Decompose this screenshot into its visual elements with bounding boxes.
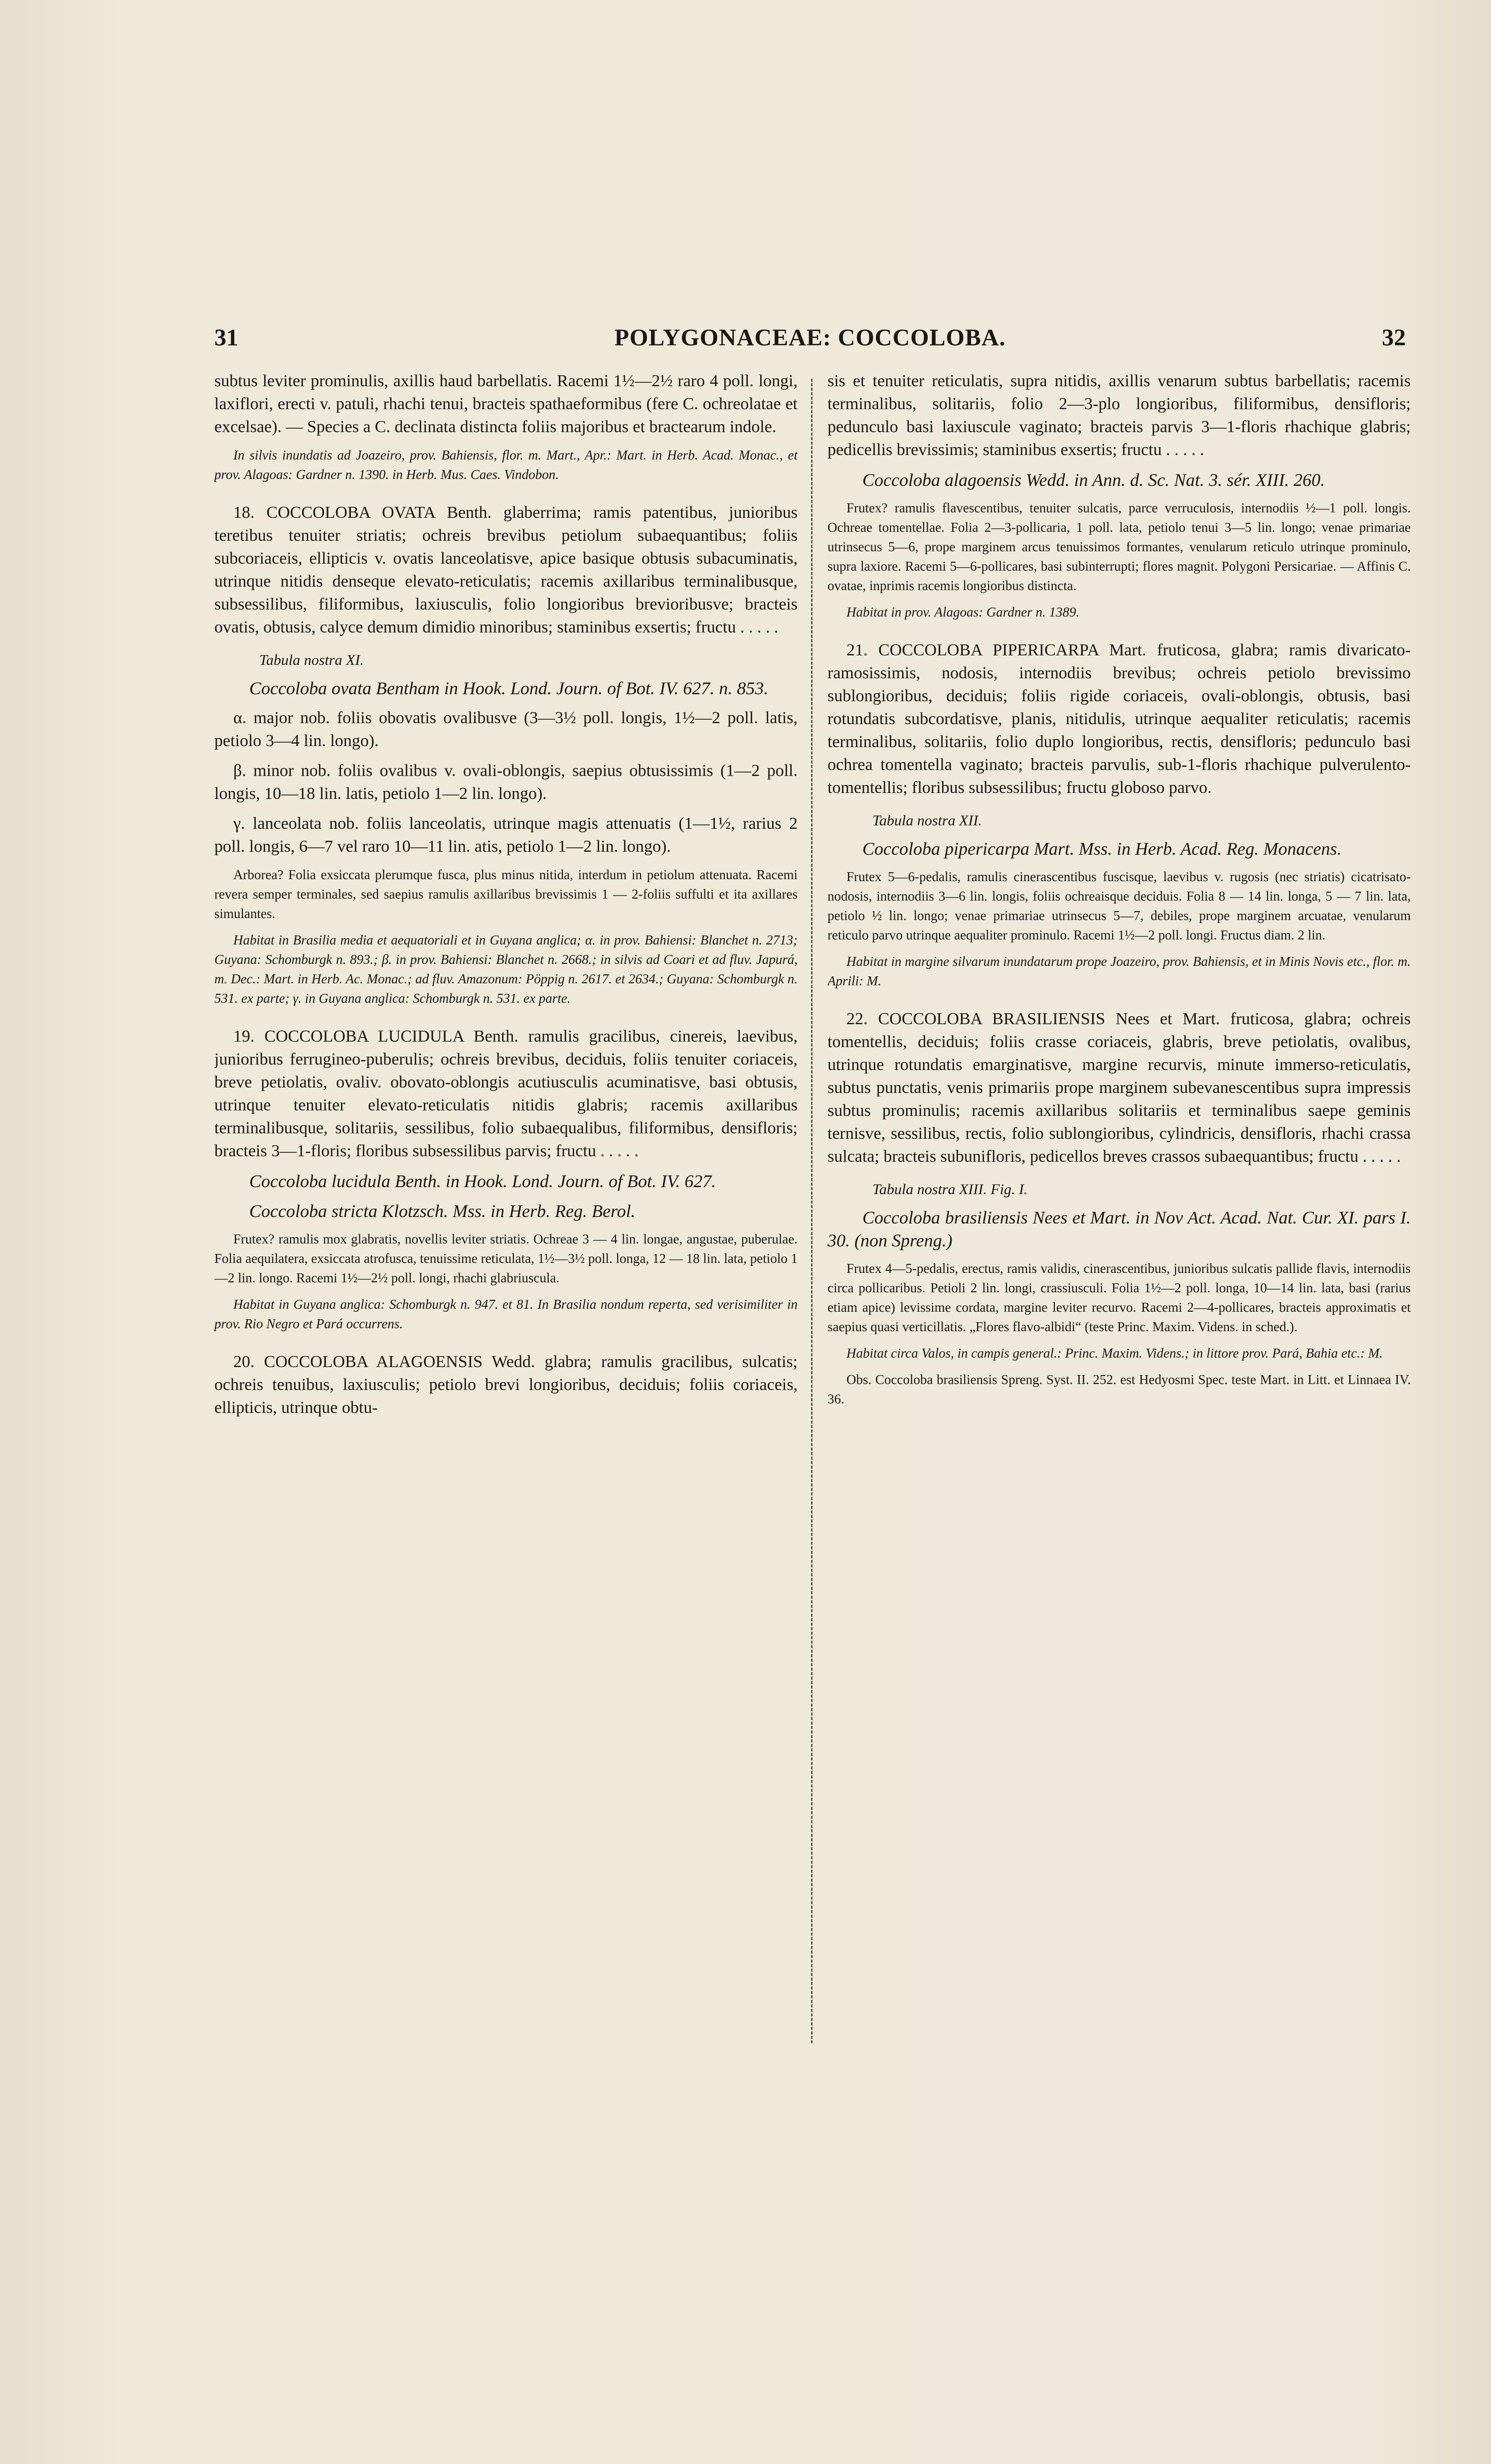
plate-reference-18: Tabula nostra XI.: [259, 652, 364, 668]
observation-22: Obs. Coccoloba brasiliensis Spreng. Syst. II. 252. est Hedyosmi Spec. teste Mart. in Litt. et Linnaea IV. 36.: [828, 1372, 1411, 1406]
habitat-21: Habitat in margine silvarum inundatarum prope Joazeiro, prov. Bahiensis, et in Minis Novis etc., flor. m. Aprili: M.: [828, 954, 1411, 988]
running-title: POLYGONACEAE: COCCOLOBA.: [614, 324, 1006, 351]
habitat-19: Habitat in Guyana anglica: Schomburgk n. 947. et 81. In Brasilia nondum reperta, sed verisimiliter in prov. Rio Negro et Pará occurrens.: [214, 1297, 798, 1331]
plate-reference-22: Tabula nostra XIII. Fig. I.: [872, 1181, 1028, 1198]
citation-21: Coccoloba pipericarpa Mart. Mss. in Herb. Acad. Reg. Monacens.: [862, 839, 1342, 859]
column-divider: [811, 379, 813, 2043]
description-22: Frutex 4—5-pedalis, erectus, ramis validis, cinerascentibus, junioribus sulcatis pallide flavis, internodiis circa pollicaribus. Petioli 2 lin. longi, crassiusculi. Folia 1½—2 poll. longa, 10—14 lin. lata, basi (rarius etiam apice) levissime cordata, margine leviter recurvo. Racemi 2—4-pollicares, bracteis approximatis et saepius quasi verticillatis. „Flores flavo-albidi“ (teste Princ. Maxim. Videns. in sched.).: [828, 1261, 1411, 1334]
species-22-diagnosis: 22. COCCOLOBA BRASILIENSIS Nees et Mart. fruticosa, glabra; ochreis tomentellis, deciduis; foliis crasse coriaceis, glabris, breve petiolatis, ovalibus, utrinque rotundatis emarginatisve, margine recurvis, minute immerso-reticulatis, subtus punctatis, venis primariis prope marginem subevanescentibus supra impressis subtus prominulis; racemis axillaribus solitariis et terminalibus saepe geminis ternisve, sessilibus, rectis, folio sublongioribus, cylindricis, densifloris, rhachi crassa sulcata; bracteis subunifloris, pedicellos breves crassos subaequantibus; fructu . . . . .: [828, 1010, 1411, 1166]
description-20: Frutex? ramulis flavescentibus, tenuiter sulcatis, parce verruculosis, internodiis ½—1 poll. longis. Ochreae tomentellae. Folia 2—3-pollicaria, 1 poll. lata, petiolo tenui 3—5 lin. longo; venae primariae utrinsecus 5—6, prope marginem arcus tenuissimos formantes, venularum reticulo utrinque prominulo, supra laxiore. Racemi 5—6-pollicares, basi subinterrupti; flores magnit. Polygoni Persicariae. — Affinis C. ovatae, inprimis racemis longioribus distincta.: [828, 500, 1411, 593]
description-19: Frutex? ramulis mox glabratis, novellis leviter striatis. Ochreae 3 — 4 lin. longae, angustae, puberulae. Folia aequilatera, exsiccata atrofusca, tenuissime reticulata, 1½—3½ poll. longa, 12 — 18 lin. lata, petiolo 1—2 lin. longo. Racemi 1½—2½ poll. longi, rhachi glabriuscula.: [214, 1232, 798, 1285]
description-21: Frutex 5—6-pedalis, ramulis cinerascentibus fuscisque, laevibus v. rugosis (nec striatis) cicatrisato-nodosis, internodiis 3—6 lin. longis, foliis ochreaisque deciduis. Folia 8 — 14 lin. longa, 5 — 7 lin. lata, petiolo ½ lin. longo; venae primariae utrinsecus 5—7, debiles, prope marginem arcuatae, venularum reticulo parvo utrinque aequaliter prominulo. Racemi 1½—2 poll. longi. Fructus diam. 2 lin.: [828, 869, 1411, 942]
page-number-left: 31: [214, 324, 238, 351]
species-20-continued: sis et tenuiter reticulatis, supra nitidis, axillis venarum subtus barbellatis; racemis terminalibus, solitariis, folio 2—3-plo longioribus, filiformibus, densifloris; pedunculo basi laxiuscule vaginato; bracteis parvis 3—1-floris rhachique glabris; pedicellis brevissimis; staminibus exsertis; fructu . . . . .: [828, 372, 1411, 459]
page-number-right: 32: [1382, 324, 1406, 351]
species-20-diagnosis: 20. COCCOLOBA ALAGOENSIS Wedd. glabra; ramulis gracilibus, sulcatis; ochreis tenuibus, laxiusculis; petiolo brevi longioribus, deciduis; foliis coriaceis, ellipticis, utrinque obtu-: [214, 1353, 798, 1417]
citation-22: Coccoloba brasiliensis Nees et Mart. in Nov Act. Acad. Nat. Cur. XI. pars I. 30. (non Spreng.): [828, 1208, 1411, 1250]
species-19-diagnosis: 19. COCCOLOBA LUCIDULA Benth. ramulis gracilibus, cinereis, laevibus, junioribus ferrugineo-puberulis; ochreis brevibus, deciduis, foliis tenuiter coriaceis, breve petiolatis, ovaliv. obovato-oblongis acutiusculis acuminatisve, basi obtusis, utrinque tenuiter elevato-reticulatis nitidis glabris; racemis axillaribus terminalibusque, solitariis, sessilibus, folio subaequalibus, filiformibus, densifloris; bracteis 3—1-floris; floribus subsessilibus parvis; fructu . . . . .: [214, 1027, 798, 1160]
species-18-diagnosis: 18. COCCOLOBA OVATA Benth. glaberrima; ramis patentibus, junioribus teretibus tenuiter striatis; ochreis brevibus petiolum subaequantibus; foliis subcoriaceis, ellipticis v. ovatis lanceolatisve, apice basique obtusis subacuminatis, utrinque nitidis denseque elevato-reticulatis; racemis axillaribus terminalibusque, subsessilibus, filiformibus, laxiusculis, folio longioribus brevioribusve; bracteis ovatis, obtusis, calyce demum dimidio minoribus; staminibus exsertis; fructu . . . . .: [214, 503, 798, 636]
citation-19a: Coccoloba lucidula Benth. in Hook. Lond. Journ. of Bot. IV. 627.: [249, 1171, 716, 1191]
variety-gamma: γ. lanceolata nob. foliis lanceolatis, utrinque magis attenuatis (1—1½, rarius 2 poll. longis, 6—7 vel raro 10—11 lin. atis, petiolo 1—2 lin. longo).: [214, 814, 798, 856]
habitat-17: In silvis inundatis ad Joazeiro, prov. Bahiensis, flor. m. Mart., Apr.: Mart. in Herb. Acad. Monac., et prov. Alagoas: Gardner n. 1390. in Herb. Mus. Caes. Vindobon.: [214, 448, 798, 482]
running-header: [214, 324, 1406, 354]
variety-beta: β. minor nob. foliis ovalibus v. ovali-oblongis, saepius obtusissimis (1—2 poll. longis, 10—18 lin. latis, petiolo 1—2 lin. longo).: [214, 762, 798, 803]
description-18: Arborea? Folia exsiccata plerumque fusca, plus minus nitida, interdum in petiolum attenuata. Racemi revera semper terminales, sed saepius ramulis axillaribus brevissimis 1 — 2-foliis suffulti et ita axillares simulantes.: [214, 867, 798, 921]
continued-description: subtus leviter prominulis, axillis haud barbellatis. Racemi 1½—2½ raro 4 poll. longi, laxiflori, erecti v. patuli, rhachi tenui, bracteis spathaeformibus (fere C. ochreolatae et excelsae). — Species a C. declinata distincta foliis majoribus et bractearum indole.: [214, 372, 798, 436]
citation-19b: Coccoloba stricta Klotzsch. Mss. in Herb. Reg. Berol.: [249, 1201, 636, 1221]
left-column: [214, 370, 798, 2428]
species-21-diagnosis: 21. COCCOLOBA PIPERICARPA Mart. fruticosa, glabra; ramis divaricato-ramosissimis, nodosis, internodiis brevibus; ochreis petiolo brevissimo sublongioribus, deciduis; foliis rigide coriaceis, ovali-oblongis, obtusis, basi rotundatis subcordatisve, planis, nitidulis, utrinque aequaliter reticulatis; racemis terminalibus, solitariis, folio duplo longioribus, rectis, densifloris; pedunculo basi ochrea tomentella vaginato; bracteis parvulis, sub-1-floris rhachique pulverulento-tomentellis; floribus subsessilibus; fructu globoso parvo.: [828, 641, 1411, 797]
citation-18: Coccoloba ovata Bentham in Hook. Lond. Journ. of Bot. IV. 627. n. 853.: [249, 678, 769, 698]
habitat-22: Habitat circa Valos, in campis general.: Princ. Maxim. Videns.; in littore prov. Pará, Bahia etc.: M.: [846, 1346, 1383, 1361]
plate-reference-21: Tabula nostra XII.: [872, 812, 982, 829]
right-column: [828, 370, 1411, 2428]
habitat-18: Habitat in Brasilia media et aequatoriali et in Guyana anglica; α. in prov. Bahiensi: Blanchet n. 2713; Guyana: Schomburgk n. 893.; β. in prov. Bahiensi: Blanchet n. 2668.; in silvis ad Coari et ad fluv. Japurá, m. Dec.: Mart. in Herb. Ac. Monac.; ad fluv. Amazonum: Pöppig n. 2617. et 2634.; Guyana: Schomburgk n. 531. ex parte; γ. in Guyana anglica: Schomburgk n. 531. ex parte.: [214, 932, 798, 1006]
citation-20: Coccoloba alagoensis Wedd. in Ann. d. Sc. Nat. 3. sér. XIII. 260.: [862, 470, 1325, 490]
habitat-20: Habitat in prov. Alagoas: Gardner n. 1389.: [846, 605, 1080, 619]
variety-alpha: α. major nob. foliis obovatis ovalibusve (3—3½ poll. longis, 1½—2 poll. latis, petiolo 3—4 lin. longo).: [214, 709, 798, 750]
